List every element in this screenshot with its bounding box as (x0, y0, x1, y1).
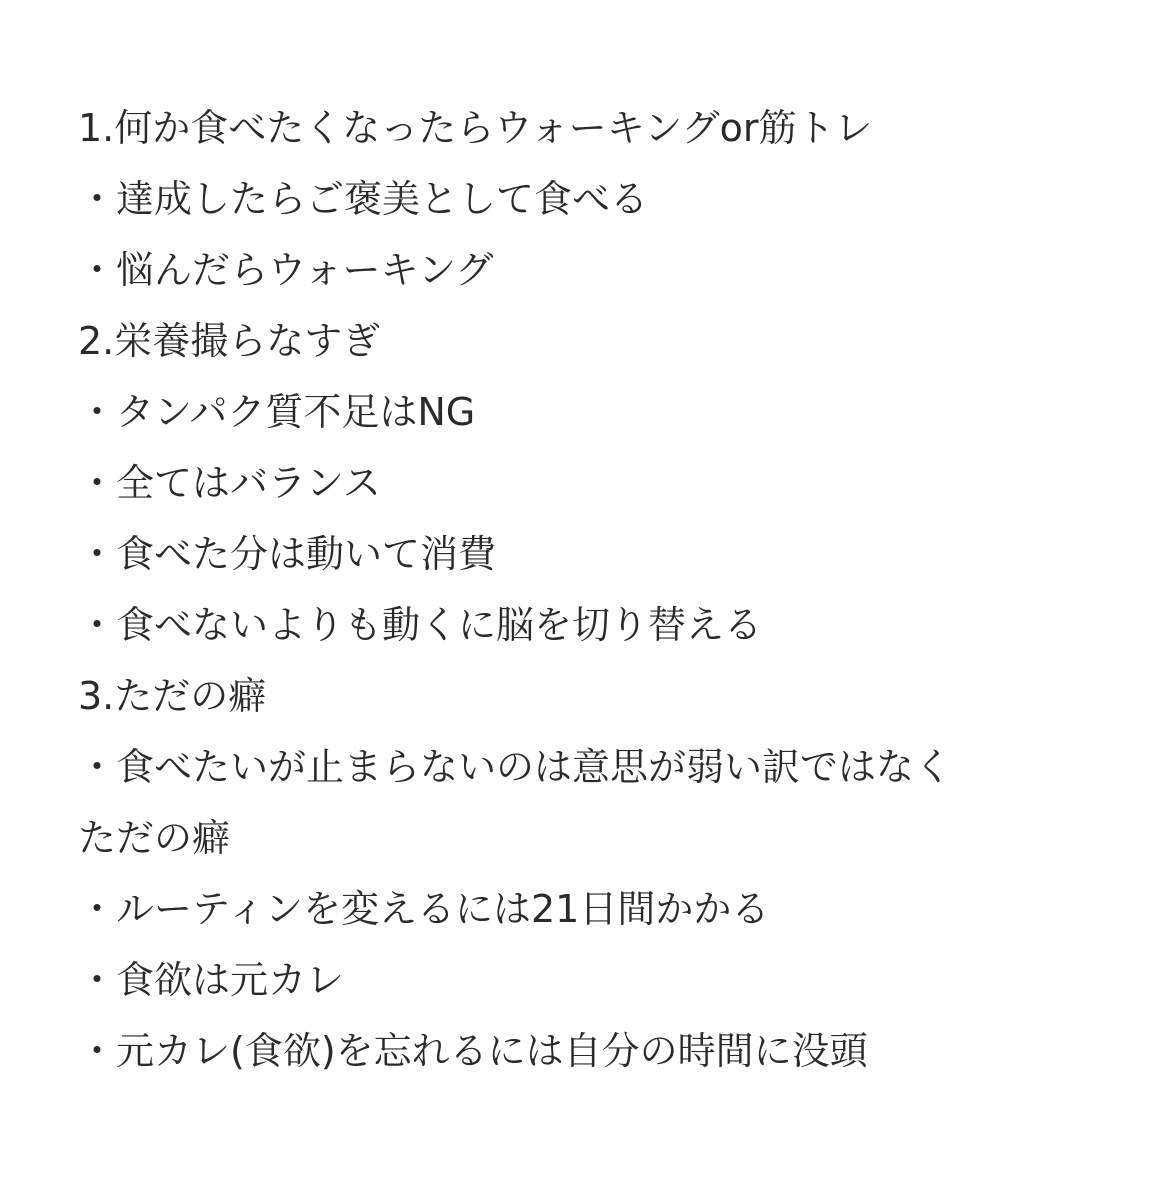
heading-2: 2.栄養撮らなすぎ (78, 319, 381, 363)
bullet-item-continuation: ただの癖 (78, 816, 231, 860)
bullet-item: ・食欲は元カレ (78, 958, 345, 1002)
heading-3: 3.ただの癖 (78, 674, 267, 718)
note-body (78, 93, 1108, 1087)
bullet-item: ・ルーティンを変えるには21日間かかる (78, 887, 770, 931)
bullet-item: ・食べたいが止まらないのは意思が弱い訳ではなく (78, 745, 953, 789)
bullet-item: ・食べた分は動いて消費 (78, 532, 497, 576)
bullet-item: ・元カレ(食欲)を忘れるには自分の時間に没頭 (78, 1029, 868, 1073)
bullet-item: ・悩んだらウォーキング (78, 248, 494, 292)
bullet-item: ・食べないよりも動くに脳を切り替える (78, 603, 763, 647)
heading-1: 1.何か食べたくなったらウォーキングor筋トレ (78, 106, 873, 150)
bullet-item: ・タンパク質不足はNG (78, 390, 476, 434)
bullet-item: ・達成したらご褒美として食べる (78, 177, 649, 221)
bullet-item: ・全てはバランス (78, 461, 381, 505)
